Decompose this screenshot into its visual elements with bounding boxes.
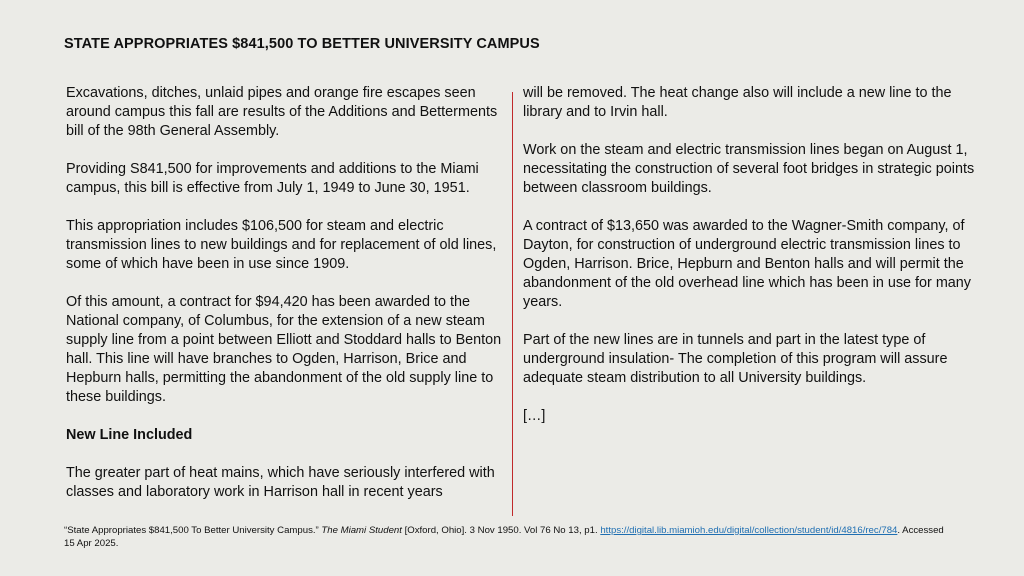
article-title: STATE APPROPRIATES $841,500 TO BETTER UNIVERSITY CAMPUS xyxy=(64,36,540,52)
paragraph: Work on the steam and electric transmission lines began on August 1, necessitating the construction of several foot bridges in strategic points between classroom buildings. xyxy=(523,142,975,196)
citation-link[interactable]: https://digital.lib.miamioh.edu/digital/collection/student/id/4816/rec/784 xyxy=(600,525,898,536)
column-divider xyxy=(512,92,513,516)
citation-suffix: . Accessed 15 Apr 2025. xyxy=(64,525,944,549)
paragraph: Of this amount, a contract for $94,420 has been awarded to the National company, of Columbus, for the extension of a new steam supply line from a point between Elliott and Stoddard halls to Benton hall. This line will have branches to Ogden, Harrison, Brice and Hepburn halls, permitting the abandonment of the old supply line to these buildings. xyxy=(66,294,502,405)
citation-prefix: “State Appropriates $841,500 To Better University Campus.” xyxy=(64,525,322,536)
ellipsis: […] xyxy=(523,408,546,424)
paragraph: Providing S841,500 for improvements and additions to the Miami campus, this bill is effective from July 1, 1949 to June 30, 1951. xyxy=(66,161,479,196)
citation xyxy=(64,524,944,550)
paragraph: A contract of $13,650 was awarded to the Wagner-Smith company, of Dayton, for construction of underground electric transmission lines to Ogden, Harrison. Brice, Hepburn and Benton halls and will permit the abandonment of the old overhead line which has been in use for many years. xyxy=(523,218,972,310)
paragraph: This appropriation includes $106,500 for steam and electric transmission lines to new buildings and for replacement of old lines, some of which have been in use since 1909. xyxy=(66,218,497,272)
paragraph: will be removed. The heat change also will include a new line to the library and to Irvin hall. xyxy=(523,85,952,120)
right-column xyxy=(523,84,985,445)
paragraph: The greater part of heat mains, which have seriously interfered with classes and laboratory work in Harrison hall in recent years xyxy=(66,465,495,500)
paragraph: Excavations, ditches, unlaid pipes and orange fire escapes seen around campus this fall are results of the Additions and Betterments bill of the 98th General Assembly. xyxy=(66,85,498,139)
citation-publication: The Miami Student xyxy=(321,525,402,536)
citation-details: [Oxford, Ohio]. 3 Nov 1950. Vol 76 No 13, p1. xyxy=(401,525,601,536)
paragraph: Part of the new lines are in tunnels and part in the latest type of underground insulation- The completion of this program will assure adequate steam distribution to all University buildings. xyxy=(523,332,948,386)
subheading: New Line Included xyxy=(66,427,193,443)
left-column xyxy=(66,84,506,521)
